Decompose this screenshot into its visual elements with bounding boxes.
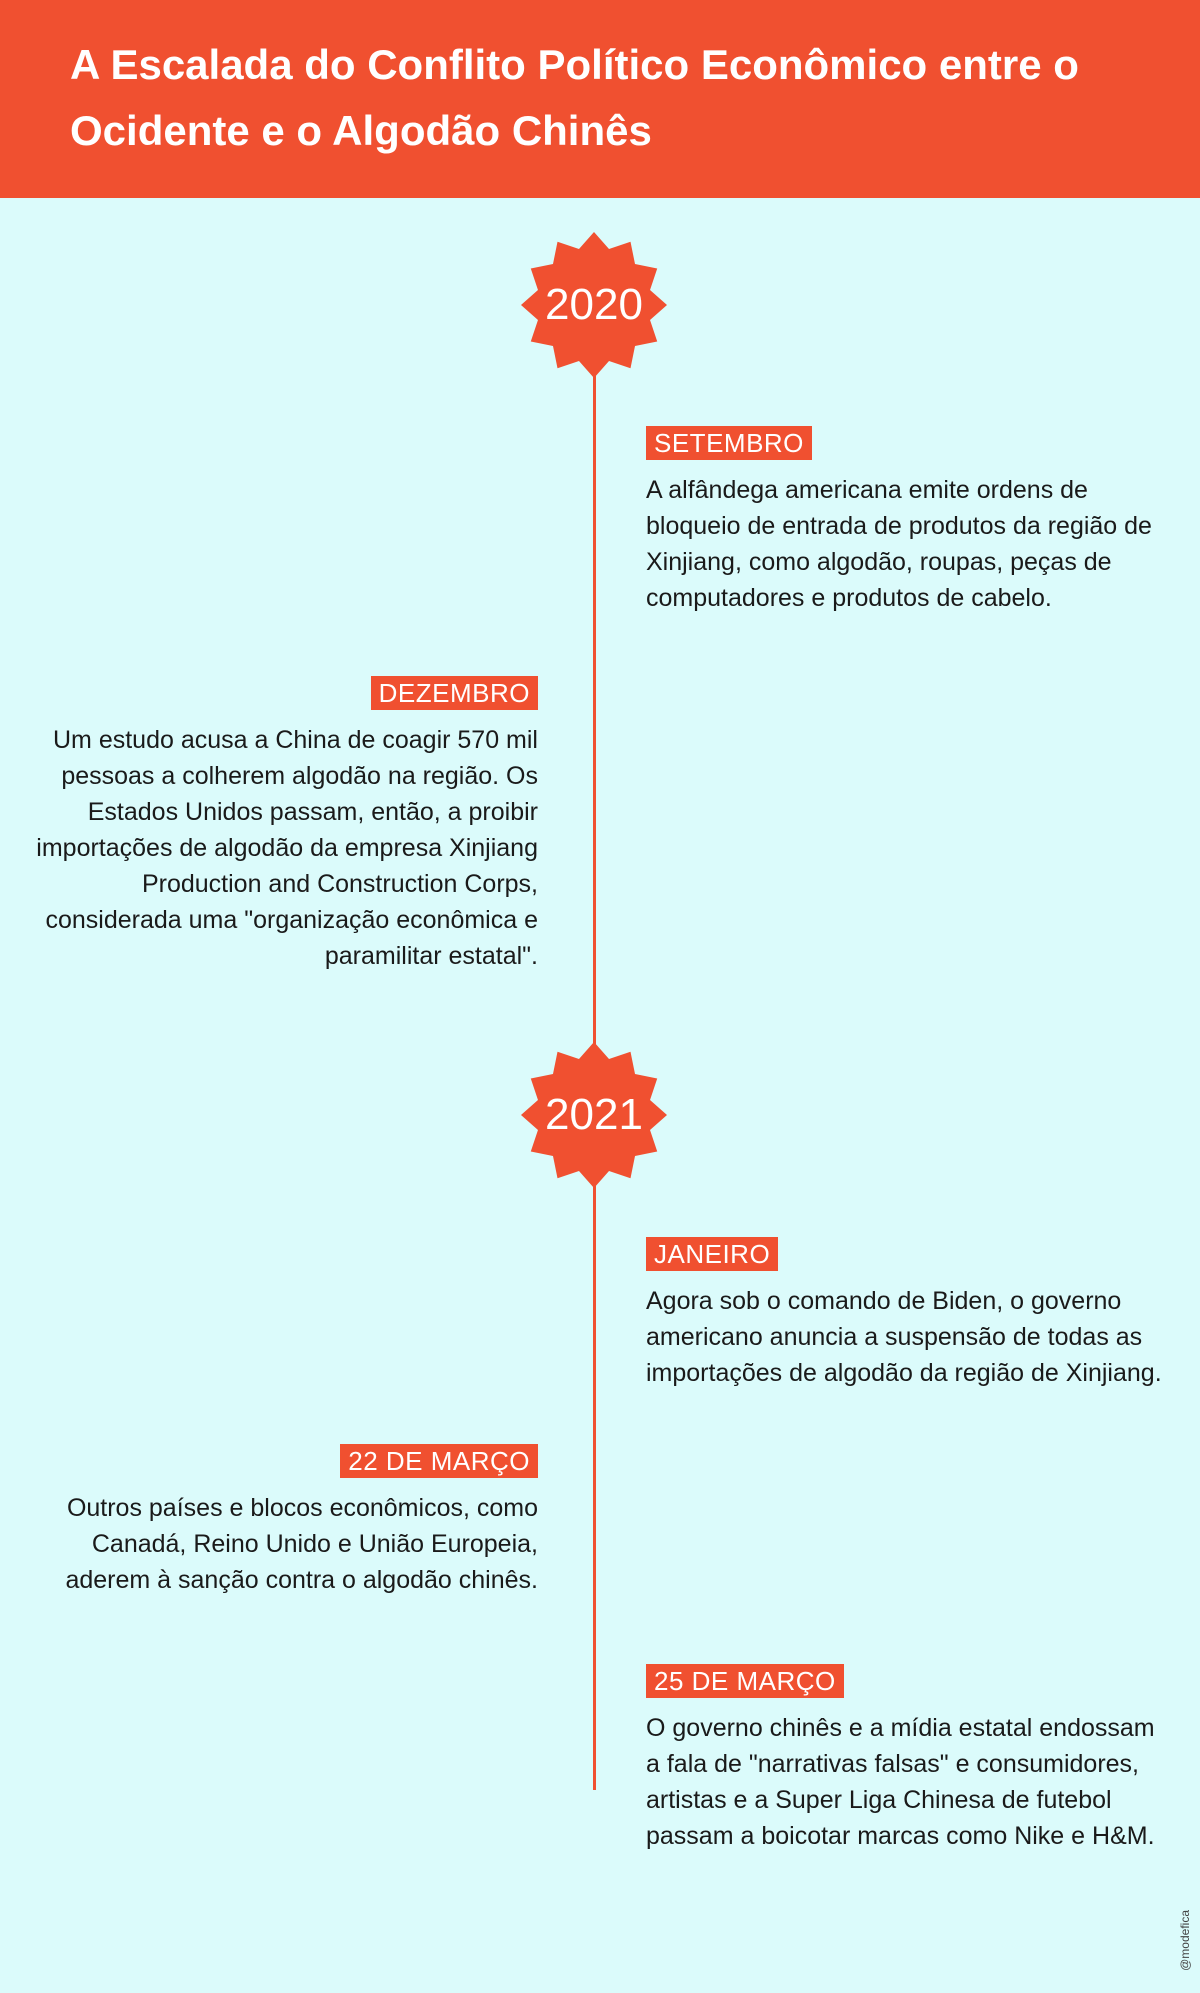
header-banner [0, 0, 1200, 198]
event-description: Um estudo acusa a China de coagir 570 mil pessoas a colherem algodão na região. Os Estados Unidos passam, então, a proibir importações de algodão da empresa Xinjiang Production and Construction Corps, considerada uma "organização econômica e paramilitar estatal". [36, 726, 538, 970]
event-description: A alfândega americana emite ordens de bloqueio de entrada de produtos da região de Xinjiang, como algodão, roupas, peças de computadores e produtos de cabelo. [646, 476, 1152, 612]
event-setembro [646, 426, 1166, 616]
event-tag: DEZEMBRO [371, 676, 538, 710]
event-janeiro [646, 1237, 1166, 1391]
year-label: 2021 [545, 1090, 643, 1139]
credit-text: @modefica [1178, 1910, 1192, 1971]
page-title: A Escalada do Conflito Político Econômico entre o Ocidente e o Algodão Chinês [70, 41, 1079, 154]
event-description: Agora sob o comando de Biden, o governo americano anuncia a suspensão de todas as importações de algodão da região de Xinjiang. [646, 1287, 1162, 1387]
event-tag: 22 DE MARÇO [340, 1444, 538, 1478]
event-description: O governo chinês e a mídia estatal endossam a fala de "narrativas falsas" e consumidores, artistas e a Super Liga Chinesa de futebol passam a boicotar marcas como Nike e H&M. [646, 1714, 1155, 1850]
year-badge-2020 [519, 230, 669, 380]
event-description: Outros países e blocos econômicos, como Canadá, Reino Unido e União Europeia, aderem à sanção contra o algodão chinês. [65, 1494, 538, 1594]
event-22-de-marco [18, 1444, 538, 1598]
event-tag: SETEMBRO [646, 426, 812, 460]
year-badge-2021 [519, 1040, 669, 1190]
event-tag: 25 DE MARÇO [646, 1664, 844, 1698]
event-25-de-marco [646, 1664, 1166, 1854]
event-tag: JANEIRO [646, 1237, 778, 1271]
year-label: 2020 [545, 280, 643, 329]
event-dezembro [18, 676, 538, 974]
